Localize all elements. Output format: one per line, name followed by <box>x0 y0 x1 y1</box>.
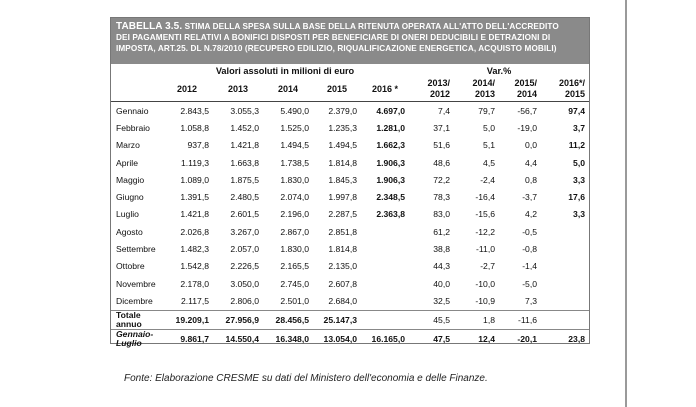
table-cell: 2.057,0 <box>230 244 259 255</box>
source-note: Fonte: Elaborazione CRESME su dati del Ministero dell'economia e delle Finanze. <box>124 373 488 384</box>
table-cell: 0,0 <box>525 140 537 151</box>
table-cell <box>361 223 409 240</box>
column-header-line-1: 2012 <box>176 83 198 94</box>
table-cell: 7,4 <box>438 105 450 116</box>
page-edge-divider <box>625 0 627 407</box>
table-row <box>111 137 589 154</box>
table-cell: -16,4 <box>475 192 495 203</box>
table-row <box>111 240 589 257</box>
table-row <box>111 275 589 292</box>
column-header-2 <box>213 77 263 102</box>
table-cell: 2.287,5 <box>328 209 357 220</box>
table-cell: 2.117,5 <box>180 295 209 306</box>
table-cell: 1.119,3 <box>180 157 209 168</box>
column-header-line-1: 2014/ <box>472 78 495 88</box>
month-label: Agosto <box>116 226 143 237</box>
month-label: Febbraio <box>116 122 150 133</box>
table-body <box>111 102 589 348</box>
table-cell: 2.135,0 <box>328 261 357 272</box>
table-cell <box>361 292 409 310</box>
table-cell: 2.601,5 <box>230 209 259 220</box>
table-cell: 3.267,0 <box>230 226 259 237</box>
table-row <box>111 154 589 171</box>
table-cell: 12,4 <box>454 329 499 348</box>
table-cell: 5.490,0 <box>280 105 309 116</box>
table-cell: 45,5 <box>409 310 454 329</box>
table-cell: 40,0 <box>433 278 450 289</box>
column-header-line-1: 2014 <box>277 83 299 94</box>
month-label: Ottobre <box>116 261 145 272</box>
table-cell: 5,0 <box>573 157 585 168</box>
table-cell: 2.178,0 <box>180 278 209 289</box>
table-cell: 1.906,3 <box>376 157 405 168</box>
table-cell: -19,0 <box>517 122 537 133</box>
table-cell: 28.456,5 <box>263 310 313 329</box>
month-label: Settembre <box>116 244 156 255</box>
table-cell: 2.026,8 <box>180 226 209 237</box>
table-cell: 1.391,5 <box>180 192 209 203</box>
column-header-3 <box>263 77 313 102</box>
month-label: Luglio <box>116 209 139 220</box>
table-cell: 23,8 <box>541 329 589 348</box>
table-cell: 1.997,8 <box>328 192 357 203</box>
table-cell: 1.525,0 <box>280 122 309 133</box>
table-cell: -11,0 <box>476 244 495 255</box>
table-cell: 4,5 <box>483 157 495 168</box>
table-cell: 2.348,5 <box>376 192 405 203</box>
table-cell: 2.226,5 <box>230 261 259 272</box>
table-cell: 44,3 <box>433 261 450 272</box>
table-cell: 1.058,8 <box>180 122 209 133</box>
table-cell: 72,2 <box>433 174 450 185</box>
table-cell <box>541 240 589 257</box>
table-cell: 2.806,0 <box>230 295 259 306</box>
total-row-label-line-2: annuo <box>116 318 142 329</box>
table-cell: 2.607,8 <box>328 278 357 289</box>
month-label: Gennaio <box>116 105 149 116</box>
table-cell: 0,8 <box>525 174 537 185</box>
table-cell: 61,2 <box>433 226 450 237</box>
table-cell: 1.542,8 <box>180 261 209 272</box>
column-header-line-1: 2013/ <box>427 78 450 88</box>
column-header-6 <box>409 77 454 102</box>
table-title-line-1 <box>116 21 584 32</box>
table-cell: -2,4 <box>480 174 495 185</box>
table-cell: 1.663,8 <box>230 157 259 168</box>
table-cell: 3,3 <box>573 209 585 220</box>
table-cell: 3,7 <box>573 122 585 133</box>
table-row <box>111 206 589 223</box>
column-header-row <box>111 77 589 102</box>
table-cell: 4,2 <box>525 209 537 220</box>
table-cell: -0,5 <box>522 226 537 237</box>
table-cell: -0,8 <box>522 244 537 255</box>
table-cell: 1.830,0 <box>280 244 309 255</box>
month-label: Maggio <box>116 174 145 185</box>
table-cell: 16.348,0 <box>263 329 313 348</box>
table-cell: 2.745,0 <box>280 278 309 289</box>
table-cell: -12,2 <box>475 226 495 237</box>
table-cell: 1.089,0 <box>180 174 209 185</box>
table-cell: 47,5 <box>409 329 454 348</box>
total-row-label-line-1: Totale <box>116 309 141 320</box>
table-cell: -3,7 <box>522 192 537 203</box>
column-header-9 <box>541 77 589 102</box>
table-cell: 97,4 <box>568 105 585 116</box>
table-cell: 1.494,5 <box>328 140 357 151</box>
gennaio-luglio-row-label-line-2: Luglio <box>116 337 142 348</box>
table-cell: 27.956,9 <box>213 310 263 329</box>
total-row-label <box>111 310 161 329</box>
column-header-4 <box>313 77 361 102</box>
table-cell: -5,0 <box>522 278 537 289</box>
group-var-percent: Var.% <box>486 65 512 76</box>
table-cell: -56,7 <box>517 105 537 116</box>
table-cell: -20,1 <box>499 329 541 348</box>
table-cell: 3.050,0 <box>230 278 259 289</box>
table-cell: 2.480,5 <box>230 192 259 203</box>
table-cell: 78,3 <box>433 192 450 203</box>
table-cell: 11,2 <box>568 140 585 151</box>
month-label: Dicembre <box>116 295 153 306</box>
table-cell: 2.851,8 <box>328 226 357 237</box>
table-cell <box>361 240 409 257</box>
table-cell: 2.074,0 <box>280 192 309 203</box>
table-cell: -1,4 <box>522 261 537 272</box>
data-table-panel <box>110 17 590 348</box>
column-header-line-1: 2016*/ <box>558 78 585 88</box>
table-cell: 51,6 <box>433 140 450 151</box>
total-row <box>111 310 589 329</box>
table-cell: -11,6 <box>499 310 541 329</box>
table-cell: 2.379,0 <box>328 105 357 116</box>
table-row <box>111 223 589 240</box>
table-cell: 2.501,0 <box>280 295 309 306</box>
column-header-line-2: 2013 <box>474 89 495 99</box>
group-header-row <box>111 64 589 77</box>
table-cell <box>361 310 409 329</box>
table-cell <box>541 292 589 310</box>
column-header-8 <box>499 77 541 102</box>
table-title-1: STIMA DELLA SPESA SULLA BASE DELLA RITENUTA OPERATA ALL'ATTO DELL'ACCREDITO <box>184 22 559 31</box>
column-header-1 <box>161 77 213 102</box>
table-cell: 13.054,0 <box>313 329 361 348</box>
table-cell: 1.662,3 <box>376 140 405 151</box>
table-cell: 1.452,0 <box>230 122 259 133</box>
column-header-line-1: 2015 <box>326 83 348 94</box>
table-cell: 1.814,8 <box>328 244 357 255</box>
table-cell: 17,6 <box>568 192 585 203</box>
table-row <box>111 171 589 188</box>
gennaio-luglio-row <box>111 329 589 348</box>
table-cell <box>541 258 589 275</box>
table-cell: 2.196,0 <box>280 209 309 220</box>
table-row <box>111 258 589 275</box>
table-cell: 1.494,5 <box>280 140 309 151</box>
table-cell: -10,9 <box>475 295 495 306</box>
table-cell: 1.738,5 <box>280 157 309 168</box>
table-cell: 937,8 <box>187 140 209 151</box>
table-cell: 16.165,0 <box>361 329 409 348</box>
table-header <box>111 18 589 64</box>
table-cell: 32,5 <box>433 295 450 306</box>
table-cell: 79,7 <box>478 105 495 116</box>
table-cell <box>541 275 589 292</box>
table-cell: 1.906,3 <box>376 174 405 185</box>
table-cell: 1.281,0 <box>376 122 405 133</box>
table-cell: 2.165,5 <box>280 261 309 272</box>
table-cell: -15,6 <box>475 209 495 220</box>
month-label: Marzo <box>116 140 140 151</box>
table-cell: -10,0 <box>475 278 495 289</box>
table-cell: 7,3 <box>525 295 537 306</box>
table-cell: 5,1 <box>483 140 495 151</box>
table-row <box>111 119 589 136</box>
table-cell: 2.843,5 <box>180 105 209 116</box>
table-cell: 25.147,3 <box>313 310 361 329</box>
table-cell: 19.209,1 <box>161 310 213 329</box>
column-header-line-1: 2015/ <box>514 78 537 88</box>
month-label: Novembre <box>116 278 156 289</box>
table-cell: 1.482,3 <box>180 244 209 255</box>
table-cell <box>541 223 589 240</box>
table-cell: 1.875,5 <box>230 174 259 185</box>
column-header-line-2: 2014 <box>516 89 537 99</box>
table-cell: 2.684,0 <box>328 295 357 306</box>
gennaio-luglio-row-label-line-1: Gennaio- <box>116 328 154 339</box>
table-cell <box>541 310 589 329</box>
column-header-line-2: 2015 <box>564 89 585 99</box>
month-label: Giugno <box>116 192 144 203</box>
column-header-7 <box>454 77 499 102</box>
table-cell: 1.814,8 <box>328 157 357 168</box>
column-header-line-2: 2012 <box>429 89 450 99</box>
table-cell <box>361 258 409 275</box>
gennaio-luglio-row-label <box>111 329 161 348</box>
table-cell: 3,3 <box>573 174 585 185</box>
column-header-line-1: 2013 <box>227 83 249 94</box>
table-cell: 48,6 <box>433 157 450 168</box>
spending-table <box>111 64 589 348</box>
table-cell: 5,0 <box>483 122 495 133</box>
table-cell: 2.867,0 <box>280 226 309 237</box>
table-cell: 83,0 <box>433 209 450 220</box>
table-cell: 38,8 <box>433 244 450 255</box>
table-cell: 9.861,7 <box>161 329 213 348</box>
table-cell: 1.845,3 <box>328 174 357 185</box>
table-row <box>111 102 589 120</box>
table-cell: 37,1 <box>433 122 450 133</box>
column-header-5 <box>361 77 409 102</box>
table-cell: 1.830,0 <box>280 174 309 185</box>
table-cell: 1.235,3 <box>328 122 357 133</box>
table-cell: 4,4 <box>525 157 537 168</box>
group-absolute-values: Valori assoluti in milioni di euro <box>215 65 355 76</box>
column-header-line-1: 2016 * <box>371 83 399 94</box>
table-cell: 1.421,8 <box>230 140 259 151</box>
table-cell: 14.550,4 <box>213 329 263 348</box>
table-cell: -2,7 <box>480 261 495 272</box>
table-row <box>111 292 589 310</box>
table-number: TABELLA 3.5. <box>116 21 183 32</box>
table-cell: 2.363,8 <box>376 209 405 220</box>
table-title-line-2: DEI PAGAMENTI RELATIVI A BONIFICI DISPOSTI PER BENEFICIARE DI ONERI DEDUCIBILI E DETRAZIONI DI <box>116 33 551 42</box>
table-title-line-3: IMPOSTA, ART.25. DL N.78/2010 (RECUPERO EDILIZIO, RIQUALIFICAZIONE ENERGETICA, ACQUISTO MOBILI) <box>116 44 557 53</box>
table-cell: 4.697,0 <box>376 105 405 116</box>
table-cell: 1.421,8 <box>180 209 209 220</box>
table-cell: 3.055,3 <box>230 105 259 116</box>
table-cell <box>361 275 409 292</box>
month-label: Aprile <box>116 157 138 168</box>
table-row <box>111 188 589 205</box>
table-cell: 1,8 <box>454 310 499 329</box>
